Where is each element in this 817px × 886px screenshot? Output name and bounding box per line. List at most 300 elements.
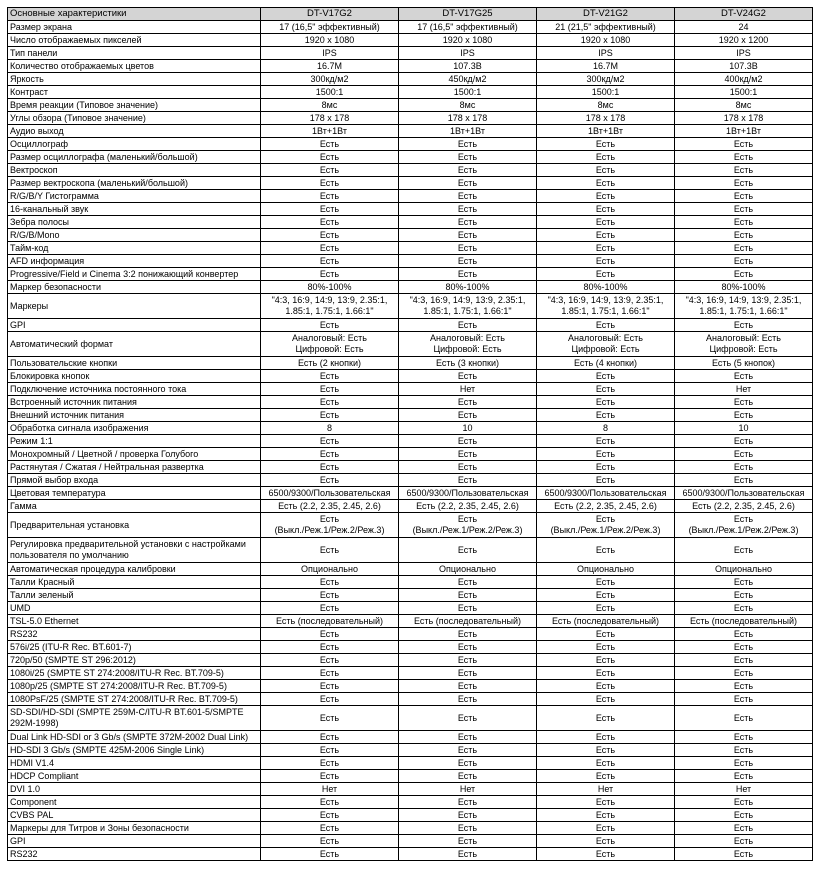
row-value: Есть <box>399 409 537 422</box>
row-value: Есть <box>537 229 675 242</box>
row-label: Размер экрана <box>8 21 261 34</box>
row-value: IPS <box>261 47 399 60</box>
row-value: Есть <box>261 151 399 164</box>
row-value: Есть <box>675 796 813 809</box>
row-value: Есть <box>537 770 675 783</box>
row-value: 8 <box>261 422 399 435</box>
row-value: Есть <box>537 151 675 164</box>
table-row <box>8 809 813 822</box>
row-value: Есть <box>261 383 399 396</box>
row-value: Есть <box>675 474 813 487</box>
row-label: RS232 <box>8 848 261 861</box>
row-value: Есть <box>675 448 813 461</box>
row-value: Есть <box>399 589 537 602</box>
table-row <box>8 34 813 47</box>
row-value: Есть <box>675 151 813 164</box>
row-label: CVBS PAL <box>8 809 261 822</box>
cell-line: "4:3, 16:9, 14:9, 13:9, 2.35:1, <box>547 295 664 305</box>
row-value: Есть <box>537 744 675 757</box>
row-value: Есть <box>675 409 813 422</box>
header-row <box>8 8 813 21</box>
table-row <box>8 138 813 151</box>
row-label: Контраст <box>8 86 261 99</box>
row-value: Есть <box>537 474 675 487</box>
row-value: Есть (2.2, 2.35, 2.45, 2.6) <box>261 500 399 513</box>
row-value: Есть <box>261 848 399 861</box>
row-value: Нет <box>675 383 813 396</box>
row-value: Есть <box>261 744 399 757</box>
cell-line: Аналоговый: Есть <box>706 333 781 343</box>
table-row <box>8 641 813 654</box>
cell-line: Аналоговый: Есть <box>568 333 643 343</box>
table-row <box>8 435 813 448</box>
table-row <box>8 268 813 281</box>
row-value: Есть <box>537 654 675 667</box>
row-label: Талли Красный <box>8 576 261 589</box>
row-value: Есть <box>261 822 399 835</box>
row-label: Progressive/Field и Cinema 3:2 понижающий конвертер <box>8 268 261 281</box>
table-row <box>8 448 813 461</box>
row-value: Есть <box>675 757 813 770</box>
row-value: Есть <box>399 641 537 654</box>
row-value: Есть <box>537 809 675 822</box>
row-value: Есть <box>537 164 675 177</box>
row-value <box>675 513 813 538</box>
row-label: Внешний источник питания <box>8 409 261 422</box>
row-label: 1080p/25 (SMPTE ST 274:2008/ITU-R Rec. BT.709-5) <box>8 680 261 693</box>
row-value: 6500/9300/Пользовательская <box>675 487 813 500</box>
table-row <box>8 487 813 500</box>
row-value: Нет <box>261 783 399 796</box>
row-value: Есть <box>261 255 399 268</box>
row-value <box>537 332 675 357</box>
row-value: Есть <box>537 190 675 203</box>
table-row <box>8 357 813 370</box>
cell-line: "4:3, 16:9, 14:9, 13:9, 2.35:1, <box>271 295 388 305</box>
row-value: Есть <box>399 693 537 706</box>
row-label: TSL-5.0 Ethernet <box>8 615 261 628</box>
row-value: 178 x 178 <box>261 112 399 125</box>
row-value: Есть <box>261 706 399 731</box>
row-value: 1Вт+1Вт <box>537 125 675 138</box>
row-label: AFD информация <box>8 255 261 268</box>
row-value: 300кд/м2 <box>261 73 399 86</box>
row-value: Опционально <box>399 563 537 576</box>
cell-line: Есть <box>319 514 340 524</box>
table-row <box>8 744 813 757</box>
row-value: Опционально <box>675 563 813 576</box>
row-value: Есть <box>537 602 675 615</box>
row-label: R/G/B/Y Гистограмма <box>8 190 261 203</box>
table-row <box>8 500 813 513</box>
row-value: Есть <box>537 835 675 848</box>
table-row <box>8 177 813 190</box>
row-value: Есть <box>675 809 813 822</box>
row-value: Есть (4 кнопки) <box>537 357 675 370</box>
row-value: 8мс <box>537 99 675 112</box>
row-label: Яркость <box>8 73 261 86</box>
cell-line: 1.85:1, 1.75:1, 1.66:1" <box>285 306 374 316</box>
row-value: 8мс <box>261 99 399 112</box>
row-value: Есть <box>675 706 813 731</box>
table-row <box>8 21 813 34</box>
row-value <box>675 294 813 319</box>
table-row <box>8 513 813 538</box>
table-row <box>8 757 813 770</box>
row-value: IPS <box>537 47 675 60</box>
row-value: 1920 x 1080 <box>261 34 399 47</box>
row-value: Есть <box>537 448 675 461</box>
cell-line: "4:3, 16:9, 14:9, 13:9, 2.35:1, <box>409 295 526 305</box>
row-value: Есть <box>399 138 537 151</box>
row-label: Вектроскоп <box>8 164 261 177</box>
table-row <box>8 422 813 435</box>
row-value: Есть <box>261 538 399 563</box>
table-row <box>8 461 813 474</box>
row-label: Встроенный источник питания <box>8 396 261 409</box>
row-value: Есть <box>261 448 399 461</box>
row-value: Есть <box>537 409 675 422</box>
row-value: Есть <box>675 770 813 783</box>
row-value: Нет <box>399 783 537 796</box>
row-label: Аудио выход <box>8 125 261 138</box>
cell-line: Цифровой: Есть <box>571 344 640 354</box>
row-value: Есть <box>261 641 399 654</box>
row-value: Есть <box>675 848 813 861</box>
row-value: Есть <box>675 370 813 383</box>
table-row <box>8 229 813 242</box>
row-value: Есть <box>537 589 675 602</box>
row-value: Есть <box>675 268 813 281</box>
row-value: Есть <box>261 731 399 744</box>
row-value: Есть (последовательный) <box>675 615 813 628</box>
row-value: Есть <box>399 435 537 448</box>
row-value: Нет <box>537 783 675 796</box>
row-value: Есть <box>537 693 675 706</box>
row-value: Есть <box>399 538 537 563</box>
row-value: Есть <box>261 589 399 602</box>
row-value: Есть <box>399 770 537 783</box>
row-value: Есть <box>537 731 675 744</box>
row-value: Есть <box>399 255 537 268</box>
row-label <box>8 538 261 563</box>
row-value: 1500:1 <box>261 86 399 99</box>
row-value: Есть <box>399 576 537 589</box>
cell-line: (Выкл./Реж.1/Реж.2/Реж.3) <box>274 525 385 535</box>
row-value: Есть <box>675 242 813 255</box>
row-value: Есть <box>537 641 675 654</box>
row-value: 1920 x 1080 <box>537 34 675 47</box>
table-row <box>8 822 813 835</box>
row-value <box>537 294 675 319</box>
table-row <box>8 73 813 86</box>
row-value: 17 (16,5" эффективный) <box>399 21 537 34</box>
row-label: Режим 1:1 <box>8 435 261 448</box>
row-value: 6500/9300/Пользовательская <box>537 487 675 500</box>
row-value: 17 (16,5" эффективный) <box>261 21 399 34</box>
row-value: Есть (2.2, 2.35, 2.45, 2.6) <box>675 500 813 513</box>
row-value: Есть <box>675 589 813 602</box>
row-value: Есть (2.2, 2.35, 2.45, 2.6) <box>399 500 537 513</box>
table-row <box>8 706 813 731</box>
row-value: Есть <box>675 641 813 654</box>
cell-line: (Выкл./Реж.1/Реж.2/Реж.3) <box>412 525 523 535</box>
row-value: Есть <box>537 216 675 229</box>
row-value: Есть <box>675 693 813 706</box>
row-value: Есть (последовательный) <box>261 615 399 628</box>
row-value: Есть <box>399 654 537 667</box>
row-label: Маркеры <box>8 294 261 319</box>
row-value: 300кд/м2 <box>537 73 675 86</box>
cell-line: Цифровой: Есть <box>433 344 502 354</box>
cell-line: (Выкл./Реж.1/Реж.2/Реж.3) <box>688 525 799 535</box>
row-value: Есть <box>399 835 537 848</box>
header-model-3: DT-V21G2 <box>537 8 675 21</box>
cell-line: Цифровой: Есть <box>295 344 364 354</box>
row-value: Есть <box>261 138 399 151</box>
row-value: Есть <box>675 628 813 641</box>
cell-line: Есть <box>595 514 616 524</box>
row-value: Есть (2.2, 2.35, 2.45, 2.6) <box>537 500 675 513</box>
header-model-4: DT-V24G2 <box>675 8 813 21</box>
row-value: 1Вт+1Вт <box>261 125 399 138</box>
row-value: Есть <box>675 396 813 409</box>
row-value: 6500/9300/Пользовательская <box>261 487 399 500</box>
table-row <box>8 86 813 99</box>
header-model-1: DT-V17G2 <box>261 8 399 21</box>
row-value: Есть <box>399 190 537 203</box>
row-value: 24 <box>675 21 813 34</box>
row-value: Есть <box>261 693 399 706</box>
table-row <box>8 396 813 409</box>
row-label <box>8 706 261 731</box>
row-value: Есть <box>675 255 813 268</box>
row-label: Время реакции (Типовое значение) <box>8 99 261 112</box>
row-label: RS232 <box>8 628 261 641</box>
row-label: Цветовая температура <box>8 487 261 500</box>
table-row <box>8 731 813 744</box>
row-label: Монохромный / Цветной / проверка Голубого <box>8 448 261 461</box>
row-value: Есть <box>261 474 399 487</box>
row-value: Есть <box>261 576 399 589</box>
row-value: Есть <box>537 796 675 809</box>
table-row <box>8 255 813 268</box>
row-value: 8 <box>537 422 675 435</box>
row-value: IPS <box>399 47 537 60</box>
table-row <box>8 332 813 357</box>
row-value: Есть <box>399 731 537 744</box>
row-label: Автоматический формат <box>8 332 261 357</box>
row-value: Есть <box>399 319 537 332</box>
table-row <box>8 409 813 422</box>
row-value: IPS <box>675 47 813 60</box>
row-value: Есть <box>399 474 537 487</box>
row-value: Есть <box>399 628 537 641</box>
row-value: Есть <box>675 203 813 216</box>
row-value: 16.7M <box>261 60 399 73</box>
header-label: Основные характеристики <box>8 8 261 21</box>
row-label: HD-SDI 3 Gb/s (SMPTE 425M-2006 Single Link) <box>8 744 261 757</box>
table-row <box>8 99 813 112</box>
row-value: Есть <box>399 370 537 383</box>
row-value: Нет <box>675 783 813 796</box>
table-row <box>8 203 813 216</box>
row-value: Есть <box>399 602 537 615</box>
row-value: 6500/9300/Пользовательская <box>399 487 537 500</box>
row-value: Есть (последовательный) <box>399 615 537 628</box>
row-value: Есть <box>261 396 399 409</box>
row-value: Есть <box>399 461 537 474</box>
row-value: Есть <box>399 667 537 680</box>
row-value: 450кд/м2 <box>399 73 537 86</box>
row-label: Углы обзора (Типовое значение) <box>8 112 261 125</box>
row-value: Есть <box>675 216 813 229</box>
table-row <box>8 602 813 615</box>
row-value <box>261 513 399 538</box>
row-label: R/G/B/Mono <box>8 229 261 242</box>
table-row <box>8 474 813 487</box>
row-value: Есть <box>261 461 399 474</box>
table-row <box>8 242 813 255</box>
row-value: Есть <box>399 203 537 216</box>
table-row <box>8 680 813 693</box>
table-row <box>8 848 813 861</box>
row-label: Тайм-код <box>8 242 261 255</box>
row-value <box>399 332 537 357</box>
row-label: GPI <box>8 319 261 332</box>
row-label: Растянутая / Сжатая / Нейтральная развертка <box>8 461 261 474</box>
row-value: Есть <box>261 190 399 203</box>
row-value <box>399 294 537 319</box>
row-value: Есть (2 кнопки) <box>261 357 399 370</box>
row-value: Есть <box>675 319 813 332</box>
row-value: Есть <box>399 706 537 731</box>
row-label: Число отображаемых пикселей <box>8 34 261 47</box>
row-value: Есть <box>399 680 537 693</box>
row-label: Маркеры для Титров и Зоны безопасности <box>8 822 261 835</box>
row-value: Есть <box>537 396 675 409</box>
table-row <box>8 693 813 706</box>
row-value: Есть <box>261 242 399 255</box>
row-label: Обработка сигнала изображения <box>8 422 261 435</box>
table-row <box>8 319 813 332</box>
row-value: Есть <box>261 628 399 641</box>
table-row <box>8 538 813 563</box>
row-value: Есть <box>675 667 813 680</box>
row-value: 21 (21,5" эффективный) <box>537 21 675 34</box>
row-label: Component <box>8 796 261 809</box>
row-value: 10 <box>399 422 537 435</box>
row-value: Есть <box>261 164 399 177</box>
row-label: 720p/50 (SMPTE ST 296:2012) <box>8 654 261 667</box>
row-value: Есть (5 кнопок) <box>675 357 813 370</box>
row-value <box>537 513 675 538</box>
row-label: Размер осциллографа (маленький/большой) <box>8 151 261 164</box>
row-value: Опционально <box>261 563 399 576</box>
row-value: Есть <box>261 757 399 770</box>
row-value: Есть <box>537 848 675 861</box>
row-label: GPI <box>8 835 261 848</box>
table-row <box>8 628 813 641</box>
row-value: Есть <box>675 602 813 615</box>
row-value: Есть <box>399 242 537 255</box>
row-value: Есть <box>399 396 537 409</box>
row-value: 1Вт+1Вт <box>675 125 813 138</box>
row-value: 178 x 178 <box>675 112 813 125</box>
row-value: Есть <box>675 576 813 589</box>
row-label: 16-канальный звук <box>8 203 261 216</box>
row-value: Есть <box>399 151 537 164</box>
row-value: Есть <box>399 448 537 461</box>
row-value: Есть <box>399 796 537 809</box>
row-label: Размер вектроскопа (маленький/большой) <box>8 177 261 190</box>
table-row <box>8 576 813 589</box>
row-value: Есть <box>537 538 675 563</box>
row-value <box>399 513 537 538</box>
row-value: Есть <box>537 319 675 332</box>
row-value: 10 <box>675 422 813 435</box>
table-row <box>8 383 813 396</box>
table-row <box>8 770 813 783</box>
table-row <box>8 112 813 125</box>
table-row <box>8 164 813 177</box>
row-value: Есть <box>261 203 399 216</box>
row-value: Есть <box>261 177 399 190</box>
row-value: Есть <box>537 383 675 396</box>
row-value: Есть <box>399 164 537 177</box>
row-label: DVI 1.0 <box>8 783 261 796</box>
row-value: Есть <box>261 770 399 783</box>
table-row <box>8 783 813 796</box>
row-label: Осциллограф <box>8 138 261 151</box>
cell-line: 1.85:1, 1.75:1, 1.66:1" <box>423 306 512 316</box>
table-row <box>8 370 813 383</box>
row-value: Есть <box>537 203 675 216</box>
row-value <box>261 332 399 357</box>
row-value: Есть <box>261 654 399 667</box>
cell-line: Аналоговый: Есть <box>292 333 367 343</box>
cell-line: 1.85:1, 1.75:1, 1.66:1" <box>699 306 788 316</box>
row-value: Есть <box>537 680 675 693</box>
row-label: HDCP Compliant <box>8 770 261 783</box>
row-label: 1080PsF/25 (SMPTE ST 274:2008/ITU-R Rec. BT.709-5) <box>8 693 261 706</box>
row-value: 8мс <box>675 99 813 112</box>
row-value: Есть <box>261 602 399 615</box>
cell-line: пользователя по умолчанию <box>10 550 129 560</box>
row-value: Есть <box>537 461 675 474</box>
row-value: 8мс <box>399 99 537 112</box>
row-value: Есть <box>399 822 537 835</box>
row-label: Маркер безопасности <box>8 281 261 294</box>
row-value: 1500:1 <box>675 86 813 99</box>
table-row <box>8 125 813 138</box>
row-label: UMD <box>8 602 261 615</box>
row-value: Есть <box>537 757 675 770</box>
row-value: Есть <box>537 667 675 680</box>
row-label: Зебра полосы <box>8 216 261 229</box>
row-value: Есть <box>675 229 813 242</box>
row-label: Гамма <box>8 500 261 513</box>
row-value: Есть <box>399 229 537 242</box>
row-value: Есть <box>537 242 675 255</box>
row-value: Есть <box>675 190 813 203</box>
table-row <box>8 190 813 203</box>
row-value: Есть <box>261 835 399 848</box>
row-value: Есть <box>675 680 813 693</box>
cell-line: SD-SDI/HD-SDI (SMPTE 259M-C/ITU-R BT.601-5/SMPTE <box>10 707 244 717</box>
row-value: Есть <box>399 216 537 229</box>
row-label: Автоматическая процедура калибровки <box>8 563 261 576</box>
